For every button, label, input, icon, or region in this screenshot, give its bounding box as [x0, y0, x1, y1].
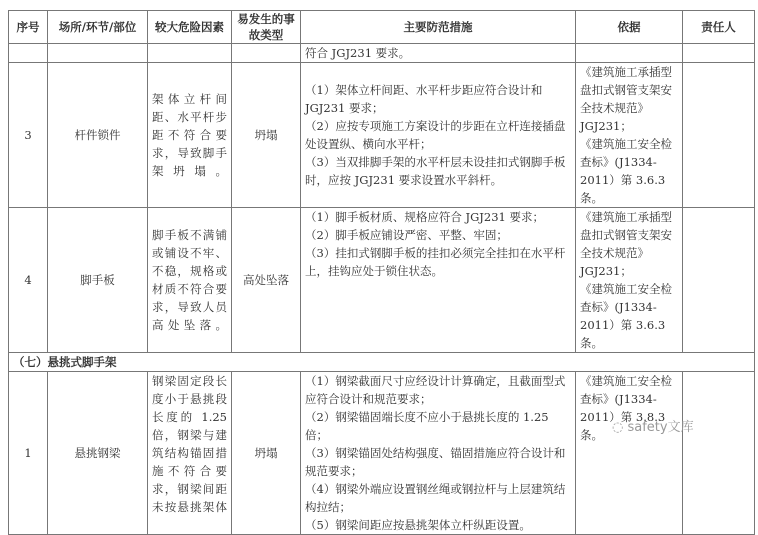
row-hazard: 架体立杆间距、水平杆步距不符合要求，导致脚手架坍塌。: [148, 63, 232, 208]
row-place: 脚手板: [48, 208, 148, 353]
row-measures: （1）架体立杆间距、水平杆步距应符合设计和 JGJ231 要求； （2）应按专项施工方案设计的步距在立杆连接插盘处设置纵、横向水平杆； （3）当双排脚手架的水平杆层未设挂扣式钢脚手板时，应按 JGJ231 要求设置水平斜杆。: [301, 63, 576, 208]
row-basis: 《建筑施工承插型盘扣式钢管支架安全技术规范》JGJ231； 《建筑施工安全检查标》(J1334-2011）第 3.6.3 条。: [576, 208, 683, 353]
header-accident: 易发生的事故类型: [232, 11, 301, 44]
row-place: 悬挑钢梁: [48, 372, 148, 535]
row-no: 3: [9, 63, 48, 208]
row-accident: 高处坠落: [232, 208, 301, 353]
continuation-row: [9, 44, 755, 63]
table-row: [9, 372, 755, 535]
header-measures: 主要防范措施: [301, 11, 576, 44]
header-hazard: 较大危险因素: [148, 11, 232, 44]
row-person: [683, 208, 755, 353]
row-hazard: 钢梁固定段长度小于悬挑段长度的 1.25 倍，钢梁与建筑结构锚固措施不符合要求，钢梁间距未按悬挑架体: [148, 372, 232, 535]
row-basis: 《建筑施工承插型盘扣式钢管支架安全技术规范》JGJ231； 《建筑施工安全检查标》(J1334-2011）第 3.6.3 条。: [576, 63, 683, 208]
table-row: [9, 63, 755, 208]
row-place: 杆件锁件: [48, 63, 148, 208]
header-basis: 依据: [576, 11, 683, 44]
row-measures: （1）脚手板材质、规格应符合 JGJ231 要求； （2）脚手板应铺设严密、平整、牢固； （3）挂扣式钢脚手板的挂扣必须完全挂扣在水平杆上，挂钩应处于锁住状态。: [301, 208, 576, 353]
row-basis: 《建筑施工安全检查标》(J1334-2011）第 3.8.3 条。: [576, 372, 683, 535]
section-row: [9, 353, 755, 372]
header-row: [9, 11, 755, 44]
watermark-text: safety文库: [627, 420, 694, 435]
row-person: [683, 372, 755, 535]
row-no: 1: [9, 372, 48, 535]
row-person: [683, 63, 755, 208]
section-title: （七）悬挑式脚手架: [9, 353, 755, 372]
row-measures: （1）钢梁截面尺寸应经设计计算确定，且截面型式应符合设计和规范要求； （2）钢梁锚固端长度不应小于悬挑长度的 1.25 倍； （3）钢梁锚固处结构强度、锚固措施应符合设计和规范要求； （4）钢梁外端应设置钢丝绳或钢拉杆与上层建筑结构拉结； （5）钢梁间距应按悬挑架体立杆纵距设置。: [301, 372, 576, 535]
header-person: 责任人: [683, 11, 755, 44]
header-no: 序号: [9, 11, 48, 44]
row-no: 4: [9, 208, 48, 353]
row-hazard: 脚手板不满铺或铺设不牢、不稳，规格或材质不符合要求，导致人员高处坠落。: [148, 208, 232, 353]
row-accident: 坍塌: [232, 372, 301, 535]
header-place: 场所/环节/部位: [48, 11, 148, 44]
table-row: [9, 208, 755, 353]
row-accident: 坍塌: [232, 63, 301, 208]
hazard-table: [8, 10, 755, 535]
wechat-icon: ◌: [612, 420, 628, 435]
measures-cell: 符合 JGJ231 要求。: [301, 44, 576, 63]
watermark: [612, 416, 694, 435]
